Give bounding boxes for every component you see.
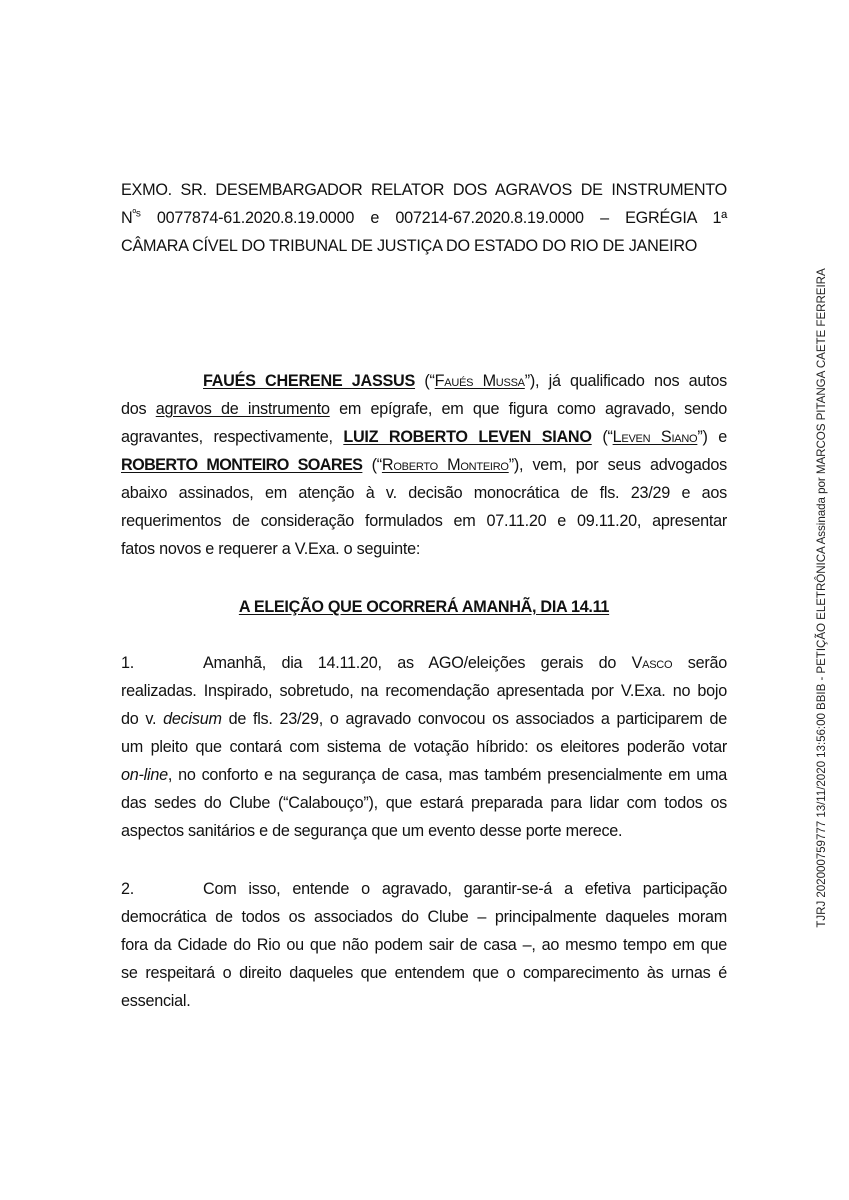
electronic-signature-stamp: TJRJ 202000759777 13/11/2020 13:56:00 BBIB - PETIÇÃO ELETRÔNICA Assinada por MARCOS PITANGA CAETE FERREIRA — [815, 268, 828, 928]
agravante-2-name: ROBERTO MONTEIRO SOARES — [121, 456, 363, 474]
p1-line-3-rest: de fls. 23/29, o agravado convocou os associados a participarem de — [221, 710, 727, 728]
quote-close: ” — [524, 372, 530, 390]
case-numbers: 0077874-61.2020.8.19.0000 e 007214-67.2020.8.19.0000 – EGRÉGIA 1ª — [140, 209, 727, 227]
paragraph-2-line-2 — [121, 903, 727, 931]
agravante-1-alias: Leven Siano — [612, 428, 698, 446]
p1-line-3-start: do v. — [121, 710, 164, 728]
paragraph-1-line-3 — [121, 705, 727, 733]
paragraph-2-line-5 — [121, 987, 727, 1015]
section-heading: A ELEIÇÃO QUE OCORRERÁ AMANHÃ, DIA 14.11 — [238, 598, 610, 616]
header-line-2 — [121, 204, 727, 232]
intro-line-4 — [121, 451, 727, 479]
p2-line-1-text: Com isso, entende o agravado, garantir-se-á a efetiva participação — [203, 880, 727, 898]
p1-line-3-text — [121, 705, 727, 733]
paragraph-1-line-2 — [121, 677, 727, 705]
numero-superscript: ºs — [132, 208, 141, 220]
header-line-2-text — [121, 204, 727, 232]
intro-line-4-text — [121, 451, 727, 479]
paren-open: (“ — [362, 456, 382, 474]
intro-line-3-text — [121, 423, 727, 451]
paragraph-1-line-1-text — [203, 649, 727, 677]
section-heading-line — [121, 593, 727, 621]
agravado-name: FAUÉS CHERENE JASSUS — [203, 372, 416, 390]
p1-line-6-text: das sedes do Clube (“Calabouço”), que estará preparada para lidar com todos os — [121, 794, 727, 812]
p1-line-2-text: realizadas. Inspirado, sobretudo, na recomendação apresentada por V.Exa. no bojo — [121, 682, 727, 700]
p1-line-1-start: Amanhã, dia 14.11.20, as AGO/eleições gerais do — [203, 654, 632, 672]
intro-line-3-start: agravantes, respectivamente, — [121, 428, 344, 446]
p2-line-4-text: se respeitará o direito daqueles que entendem que o comparecimento às urnas é — [121, 964, 727, 982]
paren-open: (“ — [415, 372, 435, 390]
intro-line-2-start: dos — [121, 400, 156, 418]
p2-line-5-text: essencial. — [121, 992, 191, 1010]
p1-line-1-end: serão — [672, 654, 727, 672]
header-line-3-text: CÂMARA CÍVEL DO TRIBUNAL DE JUSTIÇA DO ESTADO DO RIO DE JANEIRO — [121, 237, 698, 255]
intro-line-6-text: requerimentos de consideração formulados em 07.11.20 e 09.11.20, apresentar — [121, 512, 727, 530]
intro-line-7-text: fatos novos e requerer a V.Exa. o seguinte: — [121, 540, 421, 558]
addressee-header — [121, 176, 727, 260]
paragraph-2-line-1 — [121, 875, 727, 903]
paragraph-1-line-6 — [121, 789, 727, 817]
p2-line-2-text: democrática de todos os associados do Clube – principalmente daqueles moram — [121, 908, 727, 926]
header-line-3 — [121, 232, 727, 260]
paragraph-1-line-7 — [121, 817, 727, 845]
paragraph-1-line-4 — [121, 733, 727, 761]
paragraph-number: 2. — [121, 880, 135, 898]
p1-line-7-text: aspectos sanitários e de segurança que um evento desse porte merece. — [121, 822, 623, 840]
paragraph-number: 1. — [121, 654, 135, 672]
header-line-1-text: EXMO. SR. DESEMBARGADOR RELATOR DOS AGRAVOS DE INSTRUMENTO — [121, 181, 727, 199]
agravante-2-alias: Roberto Monteiro — [381, 456, 509, 474]
intro-paragraph — [121, 367, 727, 563]
numero-prefix: N — [121, 209, 133, 227]
p1-line-4-text: um pleito que contará com sistema de votação híbrido: os eleitores poderão votar — [121, 738, 727, 756]
agravado-alias: Faués Mussa — [434, 372, 525, 390]
paragraph-1-line-5 — [121, 761, 727, 789]
online-term: on-line — [121, 766, 168, 784]
intro-line-7 — [121, 535, 727, 563]
intro-line-5 — [121, 479, 727, 507]
section-heading-block — [121, 593, 727, 621]
intro-line-1 — [121, 367, 727, 395]
intro-line-5-text: abaixo assinados, em atenção à v. decisão monocrática de fls. 23/29 e aos — [121, 484, 727, 502]
paragraph-2-line-4 — [121, 959, 727, 987]
agravos-de-instrumento-term: agravos de instrumento — [155, 400, 330, 418]
agravante-1-name: LUIZ ROBERTO LEVEN SIANO — [343, 428, 592, 446]
intro-line-3 — [121, 423, 727, 451]
intro-line-6 — [121, 507, 727, 535]
paren-open: (“ — [591, 428, 613, 446]
club-name-vasco: Vasco — [631, 654, 673, 672]
intro-line-4-rest: ”), vem, por seus advogados — [508, 456, 728, 474]
paragraph-2 — [121, 875, 727, 1015]
intro-line-2 — [121, 395, 727, 423]
p1-line-5-text — [121, 761, 727, 789]
p2-line-3-text: fora da Cidade do Rio ou que não podem sair de casa –, ao mesmo tempo em que — [121, 936, 727, 954]
intro-line-2-text — [121, 395, 727, 423]
intro-line-1-text — [203, 367, 727, 395]
paragraph-1-line-1 — [121, 649, 727, 677]
intro-line-1-rest: ), já qualificado nos autos — [529, 372, 728, 390]
decisum-term: decisum — [163, 710, 222, 728]
intro-line-2-rest: em epígrafe, em que figura como agravado, sendo — [329, 400, 727, 418]
p1-line-5-rest: , no conforto e na segurança de casa, mas também presencialmente em uma — [167, 766, 727, 784]
paragraph-1 — [121, 649, 727, 845]
intro-line-3-rest: ”) e — [697, 428, 727, 446]
paragraph-2-line-3 — [121, 931, 727, 959]
header-line-1 — [121, 176, 727, 204]
